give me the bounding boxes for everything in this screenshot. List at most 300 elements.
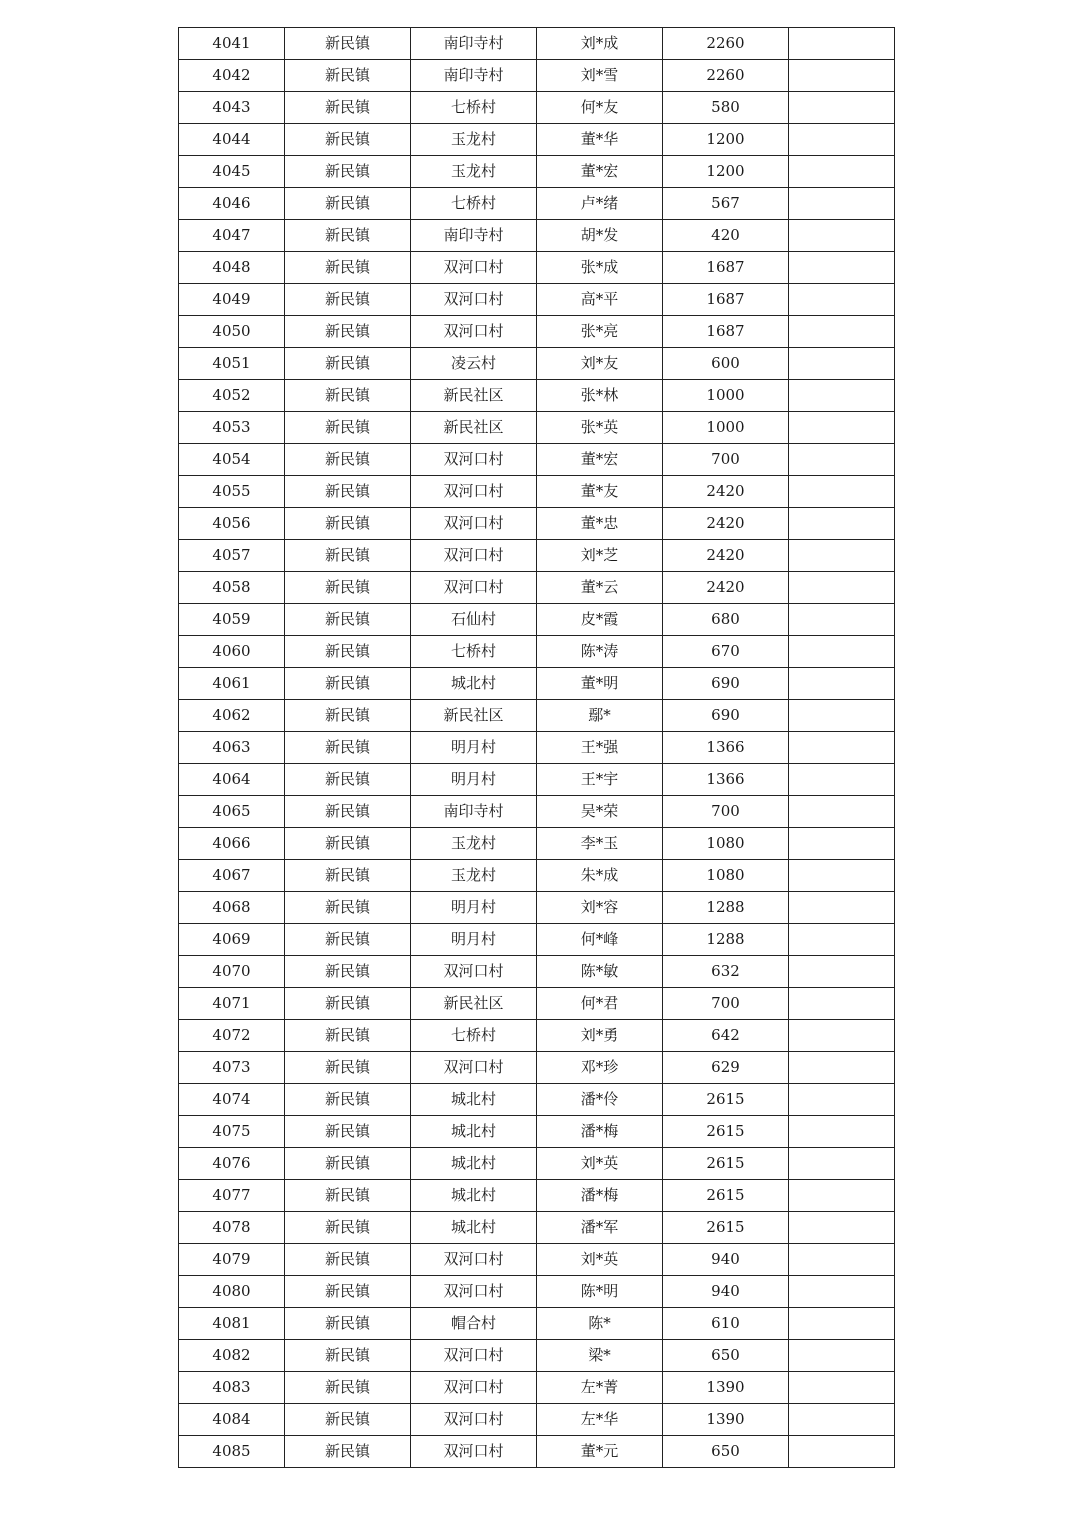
table-row [179,1340,895,1372]
cell-village: 七桥村 [411,92,537,124]
cell-remark [789,508,895,540]
cell-town: 新民镇 [285,860,411,892]
cell-serial-number: 4064 [179,764,285,796]
cell-town: 新民镇 [285,1180,411,1212]
table-row [179,1148,895,1180]
cell-town: 新民镇 [285,1276,411,1308]
cell-remark [789,60,895,92]
cell-village: 新民社区 [411,380,537,412]
cell-person-name: 潘*梅 [537,1116,663,1148]
cell-serial-number: 4059 [179,604,285,636]
cell-village: 新民社区 [411,412,537,444]
cell-remark [789,1084,895,1116]
cell-amount: 2420 [663,508,789,540]
cell-serial-number: 4054 [179,444,285,476]
cell-remark [789,572,895,604]
cell-person-name: 左*华 [537,1404,663,1436]
cell-village: 玉龙村 [411,860,537,892]
table-row [179,60,895,92]
cell-serial-number: 4085 [179,1436,285,1468]
cell-town: 新民镇 [285,924,411,956]
cell-town: 新民镇 [285,988,411,1020]
cell-person-name: 张*英 [537,412,663,444]
cell-amount: 2615 [663,1084,789,1116]
table-row [179,604,895,636]
cell-amount: 690 [663,668,789,700]
table-row [179,956,895,988]
cell-town: 新民镇 [285,156,411,188]
table-row [179,892,895,924]
cell-village: 城北村 [411,1116,537,1148]
cell-remark [789,1180,895,1212]
cell-village: 石仙村 [411,604,537,636]
cell-amount: 2615 [663,1116,789,1148]
table-row [179,1244,895,1276]
cell-village: 双河口村 [411,540,537,572]
cell-remark [789,1372,895,1404]
cell-serial-number: 4042 [179,60,285,92]
table-row [179,1404,895,1436]
cell-remark [789,188,895,220]
table-row [179,860,895,892]
cell-person-name: 高*平 [537,284,663,316]
cell-remark [789,1020,895,1052]
cell-remark [789,476,895,508]
cell-remark [789,540,895,572]
cell-serial-number: 4056 [179,508,285,540]
cell-remark [789,220,895,252]
cell-village: 双河口村 [411,444,537,476]
cell-serial-number: 4078 [179,1212,285,1244]
cell-town: 新民镇 [285,92,411,124]
cell-amount: 680 [663,604,789,636]
cell-person-name: 刘*英 [537,1244,663,1276]
cell-amount: 700 [663,988,789,1020]
cell-person-name: 皮*霞 [537,604,663,636]
table-row [179,284,895,316]
cell-serial-number: 4065 [179,796,285,828]
cell-remark [789,604,895,636]
table-row [179,1372,895,1404]
cell-amount: 940 [663,1276,789,1308]
cell-amount: 1200 [663,124,789,156]
cell-person-name: 刘*芝 [537,540,663,572]
cell-village: 双河口村 [411,1052,537,1084]
cell-serial-number: 4069 [179,924,285,956]
cell-town: 新民镇 [285,1436,411,1468]
cell-remark [789,92,895,124]
cell-amount: 1000 [663,412,789,444]
cell-town: 新民镇 [285,892,411,924]
table-row [179,124,895,156]
cell-person-name: 刘*友 [537,348,663,380]
table-row [179,220,895,252]
cell-amount: 2260 [663,28,789,60]
cell-town: 新民镇 [285,732,411,764]
cell-village: 双河口村 [411,1404,537,1436]
cell-amount: 650 [663,1436,789,1468]
cell-village: 新民社区 [411,988,537,1020]
cell-remark [789,1148,895,1180]
table-row [179,700,895,732]
cell-town: 新民镇 [285,444,411,476]
cell-person-name: 潘*军 [537,1212,663,1244]
cell-serial-number: 4049 [179,284,285,316]
cell-serial-number: 4083 [179,1372,285,1404]
cell-town: 新民镇 [285,1308,411,1340]
cell-village: 七桥村 [411,636,537,668]
cell-person-name: 朱*成 [537,860,663,892]
cell-town: 新民镇 [285,348,411,380]
cell-amount: 632 [663,956,789,988]
cell-amount: 2615 [663,1180,789,1212]
table-row [179,1116,895,1148]
cell-town: 新民镇 [285,188,411,220]
cell-serial-number: 4063 [179,732,285,764]
cell-person-name: 董*友 [537,476,663,508]
cell-amount: 2260 [663,60,789,92]
cell-village: 双河口村 [411,284,537,316]
cell-person-name: 胡*发 [537,220,663,252]
cell-serial-number: 4081 [179,1308,285,1340]
cell-person-name: 陈*明 [537,1276,663,1308]
cell-town: 新民镇 [285,1116,411,1148]
cell-serial-number: 4057 [179,540,285,572]
cell-amount: 1080 [663,860,789,892]
table-row [179,188,895,220]
cell-town: 新民镇 [285,1052,411,1084]
cell-serial-number: 4047 [179,220,285,252]
cell-remark [789,668,895,700]
cell-town: 新民镇 [285,1084,411,1116]
table-row [179,1084,895,1116]
cell-village: 双河口村 [411,956,537,988]
cell-person-name: 王*强 [537,732,663,764]
cell-serial-number: 4058 [179,572,285,604]
cell-remark [789,380,895,412]
cell-remark [789,924,895,956]
cell-person-name: 张*成 [537,252,663,284]
cell-town: 新民镇 [285,412,411,444]
cell-serial-number: 4061 [179,668,285,700]
cell-serial-number: 4072 [179,1020,285,1052]
cell-village: 城北村 [411,1212,537,1244]
cell-person-name: 董*华 [537,124,663,156]
table-row [179,764,895,796]
cell-town: 新民镇 [285,284,411,316]
cell-person-name: 邓*珍 [537,1052,663,1084]
cell-town: 新民镇 [285,508,411,540]
table-row [179,508,895,540]
cell-serial-number: 4043 [179,92,285,124]
cell-town: 新民镇 [285,668,411,700]
cell-remark [789,316,895,348]
table-row [179,924,895,956]
cell-remark [789,1052,895,1084]
table-row [179,636,895,668]
cell-serial-number: 4067 [179,860,285,892]
cell-village: 双河口村 [411,1436,537,1468]
cell-remark [789,1436,895,1468]
cell-person-name: 董*明 [537,668,663,700]
table-row [179,444,895,476]
cell-serial-number: 4060 [179,636,285,668]
table-row [179,668,895,700]
cell-town: 新民镇 [285,956,411,988]
cell-person-name: 潘*梅 [537,1180,663,1212]
cell-town: 新民镇 [285,1244,411,1276]
cell-serial-number: 4075 [179,1116,285,1148]
cell-village: 南印寺村 [411,796,537,828]
table-row [179,828,895,860]
cell-person-name: 刘*雪 [537,60,663,92]
cell-amount: 1687 [663,316,789,348]
cell-remark [789,860,895,892]
table-row [179,316,895,348]
cell-person-name: 董*宏 [537,444,663,476]
cell-remark [789,444,895,476]
cell-amount: 567 [663,188,789,220]
cell-village: 明月村 [411,892,537,924]
cell-person-name: 左*菁 [537,1372,663,1404]
cell-amount: 700 [663,796,789,828]
cell-village: 城北村 [411,1148,537,1180]
cell-person-name: 何*友 [537,92,663,124]
cell-amount: 1366 [663,764,789,796]
cell-amount: 629 [663,1052,789,1084]
cell-amount: 690 [663,700,789,732]
cell-person-name: 董*云 [537,572,663,604]
cell-amount: 650 [663,1340,789,1372]
cell-town: 新民镇 [285,124,411,156]
cell-town: 新民镇 [285,220,411,252]
cell-remark [789,124,895,156]
cell-village: 双河口村 [411,1244,537,1276]
cell-person-name: 陈*涛 [537,636,663,668]
cell-serial-number: 4079 [179,1244,285,1276]
cell-amount: 1288 [663,924,789,956]
cell-person-name: 潘*伶 [537,1084,663,1116]
cell-serial-number: 4041 [179,28,285,60]
cell-remark [789,1276,895,1308]
table-row [179,1180,895,1212]
cell-town: 新民镇 [285,1148,411,1180]
table-row [179,92,895,124]
cell-person-name: 刘*英 [537,1148,663,1180]
cell-person-name: 王*宇 [537,764,663,796]
table-row [179,1052,895,1084]
cell-amount: 2420 [663,476,789,508]
cell-serial-number: 4044 [179,124,285,156]
cell-remark [789,284,895,316]
cell-remark [789,156,895,188]
cell-town: 新民镇 [285,572,411,604]
cell-remark [789,412,895,444]
cell-town: 新民镇 [285,1404,411,1436]
cell-serial-number: 4048 [179,252,285,284]
cell-village: 双河口村 [411,476,537,508]
cell-village: 双河口村 [411,1340,537,1372]
cell-amount: 600 [663,348,789,380]
cell-town: 新民镇 [285,1212,411,1244]
cell-remark [789,1116,895,1148]
cell-remark [789,1212,895,1244]
cell-village: 玉龙村 [411,828,537,860]
records-table-container [178,27,895,1468]
cell-village: 双河口村 [411,508,537,540]
cell-remark [789,1340,895,1372]
cell-amount: 2420 [663,540,789,572]
cell-serial-number: 4055 [179,476,285,508]
cell-remark [789,892,895,924]
cell-amount: 1200 [663,156,789,188]
cell-serial-number: 4046 [179,188,285,220]
cell-person-name: 刘*勇 [537,1020,663,1052]
cell-town: 新民镇 [285,252,411,284]
cell-amount: 940 [663,1244,789,1276]
cell-amount: 1366 [663,732,789,764]
cell-town: 新民镇 [285,604,411,636]
cell-amount: 610 [663,1308,789,1340]
cell-village: 帽合村 [411,1308,537,1340]
table-row [179,572,895,604]
cell-amount: 1687 [663,252,789,284]
cell-village: 明月村 [411,764,537,796]
cell-amount: 1000 [663,380,789,412]
cell-remark [789,796,895,828]
cell-remark [789,1404,895,1436]
cell-serial-number: 4052 [179,380,285,412]
cell-remark [789,700,895,732]
cell-village: 南印寺村 [411,220,537,252]
cell-town: 新民镇 [285,1340,411,1372]
cell-serial-number: 4066 [179,828,285,860]
cell-person-name: 刘*容 [537,892,663,924]
cell-person-name: 董*忠 [537,508,663,540]
cell-person-name: 陈*敏 [537,956,663,988]
cell-remark [789,252,895,284]
table-row [179,1276,895,1308]
cell-amount: 420 [663,220,789,252]
cell-person-name: 何*峰 [537,924,663,956]
cell-serial-number: 4050 [179,316,285,348]
cell-town: 新民镇 [285,828,411,860]
cell-person-name: 鄢* [537,700,663,732]
cell-person-name: 刘*成 [537,28,663,60]
cell-serial-number: 4084 [179,1404,285,1436]
cell-village: 南印寺村 [411,28,537,60]
cell-village: 南印寺村 [411,60,537,92]
cell-person-name: 卢*绪 [537,188,663,220]
cell-village: 七桥村 [411,188,537,220]
cell-amount: 1390 [663,1404,789,1436]
cell-serial-number: 4062 [179,700,285,732]
cell-village: 城北村 [411,668,537,700]
cell-town: 新民镇 [285,700,411,732]
cell-serial-number: 4074 [179,1084,285,1116]
cell-village: 城北村 [411,1084,537,1116]
cell-village: 双河口村 [411,316,537,348]
cell-remark [789,988,895,1020]
cell-serial-number: 4051 [179,348,285,380]
cell-town: 新民镇 [285,380,411,412]
cell-amount: 670 [663,636,789,668]
cell-amount: 580 [663,92,789,124]
cell-remark [789,1244,895,1276]
cell-town: 新民镇 [285,796,411,828]
table-row [179,1212,895,1244]
cell-remark [789,732,895,764]
cell-person-name: 何*君 [537,988,663,1020]
cell-amount: 1080 [663,828,789,860]
cell-village: 凌云村 [411,348,537,380]
cell-amount: 2420 [663,572,789,604]
cell-town: 新民镇 [285,764,411,796]
cell-town: 新民镇 [285,316,411,348]
cell-person-name: 董*元 [537,1436,663,1468]
cell-amount: 1390 [663,1372,789,1404]
table-row [179,1020,895,1052]
cell-village: 双河口村 [411,252,537,284]
cell-serial-number: 4077 [179,1180,285,1212]
cell-town: 新民镇 [285,28,411,60]
cell-village: 双河口村 [411,572,537,604]
cell-amount: 642 [663,1020,789,1052]
cell-remark [789,636,895,668]
table-row [179,252,895,284]
cell-amount: 2615 [663,1148,789,1180]
cell-serial-number: 4080 [179,1276,285,1308]
cell-serial-number: 4073 [179,1052,285,1084]
cell-person-name: 吴*荣 [537,796,663,828]
records-table [178,27,895,1468]
cell-serial-number: 4070 [179,956,285,988]
cell-town: 新民镇 [285,60,411,92]
cell-amount: 1288 [663,892,789,924]
cell-village: 玉龙村 [411,124,537,156]
table-row [179,28,895,60]
cell-village: 明月村 [411,732,537,764]
cell-village: 新民社区 [411,700,537,732]
cell-town: 新民镇 [285,476,411,508]
cell-amount: 2615 [663,1212,789,1244]
cell-town: 新民镇 [285,636,411,668]
cell-town: 新民镇 [285,540,411,572]
cell-serial-number: 4053 [179,412,285,444]
cell-remark [789,764,895,796]
table-row [179,796,895,828]
table-row [179,732,895,764]
table-row [179,1308,895,1340]
cell-remark [789,1308,895,1340]
cell-serial-number: 4071 [179,988,285,1020]
cell-village: 双河口村 [411,1276,537,1308]
table-row [179,1436,895,1468]
cell-amount: 700 [663,444,789,476]
table-row [179,476,895,508]
cell-remark [789,956,895,988]
cell-village: 明月村 [411,924,537,956]
cell-amount: 1687 [663,284,789,316]
cell-village: 双河口村 [411,1372,537,1404]
cell-remark [789,348,895,380]
cell-remark [789,828,895,860]
cell-person-name: 梁* [537,1340,663,1372]
table-row [179,540,895,572]
table-row [179,380,895,412]
cell-person-name: 李*玉 [537,828,663,860]
cell-serial-number: 4045 [179,156,285,188]
